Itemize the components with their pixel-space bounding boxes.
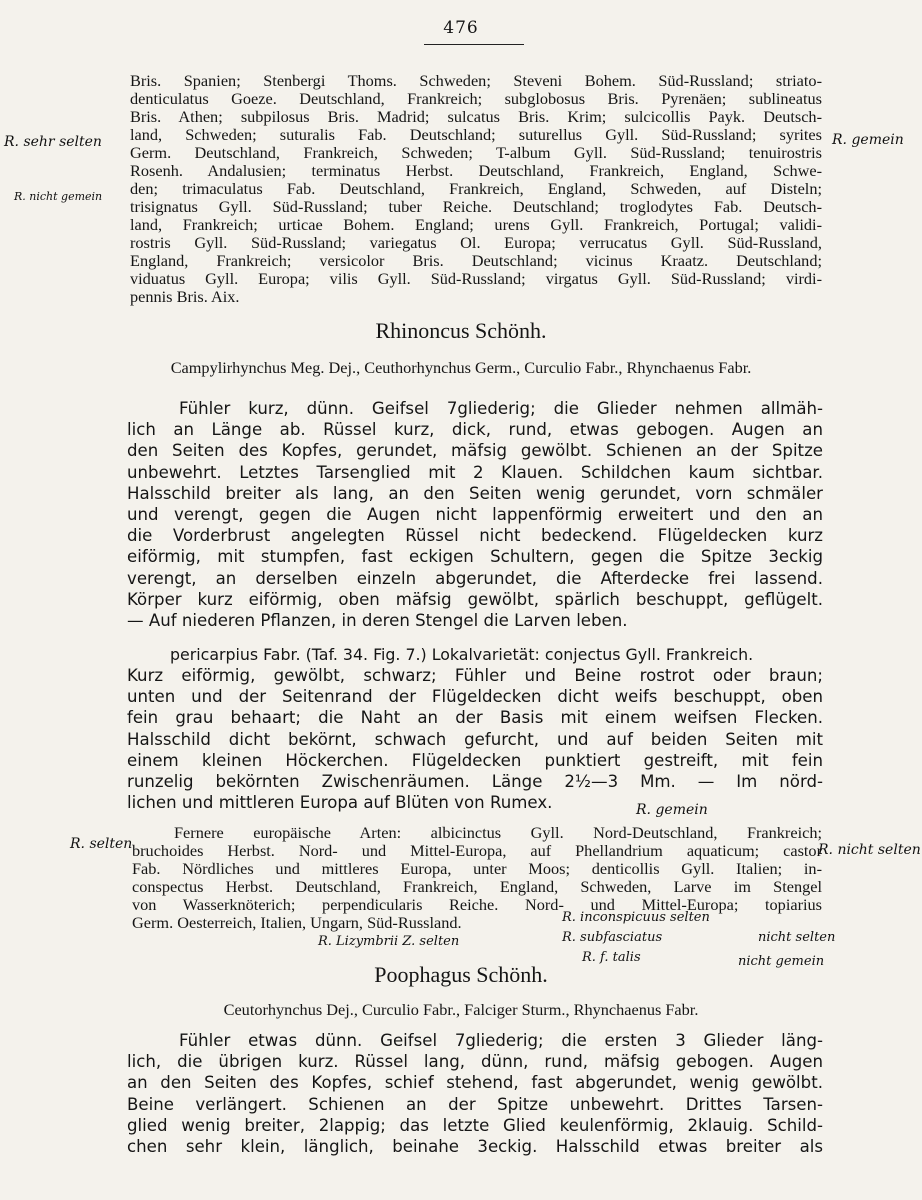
handwritten-note: R. sehr selten [4, 134, 102, 150]
description-line: Fühler kurz, dünn. Geifsel 7gliederig; die Glieder nehmen allmäh- [179, 399, 823, 418]
handwritten-note: R. gemein [832, 132, 904, 148]
catalog-line: von Wasserknöterich; perpendicularis Reiche. Nord- und Mittel-Europa; topiarius [132, 895, 822, 914]
description-line: Halsschild breiter als lang, an den Seiten wenig gerundet, vorn schmäler [127, 483, 823, 503]
catalog-line: denticulatus Goeze. Deutschland, Frankreich; subglobosus Bris. Pyrenäen; sublineatus [130, 89, 822, 108]
catalog-block [130, 72, 822, 306]
catalog-line: Bris. Athen; subpilosus Bris. Madrid; sulcatus Bris. Krim; sulcicollis Payk. Deutsch- [130, 107, 822, 126]
page-number: 476 [443, 18, 479, 38]
handwritten-note: R. nicht selten [818, 842, 921, 858]
species-description-pericarpius [127, 665, 823, 813]
description-line: und verengt, gegen die Augen nicht lappenförmig erweitert und den an [127, 505, 823, 525]
section-synonyms-poophagus: Ceutorhynchus Dej., Curculio Fabr., Falciger Sturm., Rhynchaenus Fabr. [223, 1000, 699, 1019]
section-synonyms-rhinoncus: Campylirhynchus Meg. Dej., Ceuthorhynchus Germ., Curculio Fabr., Rhynchaenus Fabr. [170, 358, 752, 377]
handwritten-note: nicht selten [758, 930, 836, 945]
catalog-line: trisignatus Gyll. Süd-Russland; tuber Reiche. Deutschland; troglodytes Fab. Deutsch- [130, 197, 822, 216]
catalog-line: pennis Bris. Aix. [130, 287, 240, 306]
description-line: unbewehrt. Letztes Tarsenglied mit 2 Klauen. Schildchen kaum sichtbar. [127, 462, 823, 482]
header-rule [424, 44, 524, 45]
description-line: fein grau behaart; die Naht an der Basis mit einem weifsen Flecken. [127, 708, 823, 728]
catalog-line: Germ. Oesterreich, Italien, Ungarn, Süd-Russland. [132, 913, 462, 932]
handwritten-note: R. nicht gemein [14, 190, 103, 203]
catalog-line: Bris. Spanien; Stenbergi Thoms. Schweden; Steveni Bohem. Süd-Russland; striato- [130, 71, 822, 90]
handwritten-note: R. inconspicuus selten [562, 910, 710, 925]
description-line: runzelig bekörnten Zwischenräumen. Länge 2½—3 Mm. — Im nörd- [127, 772, 823, 792]
catalog-line: den; trimaculatus Fab. Deutschland, Frankreich, England, Schweden, auf Disteln; [130, 179, 822, 198]
description-line: verengt, an derselben einzeln abgerundet, die Afterdecke frei lassend. [127, 568, 823, 588]
description-line: Körper kurz eiförmig, oben mäfsig gewölbt, spärlich beschuppt, geflügelt. [127, 589, 823, 609]
catalog-line: Rosenh. Andalusien; terminatus Herbst. Deutschland, Frankreich, England, Schwe- [130, 161, 822, 180]
description-line: den Seiten des Kopfes, gerundet, mäfsig gewölbt. Schienen an der Spitze [127, 441, 823, 461]
section-title-rhinoncus: Rhinoncus Schönh. [375, 318, 547, 343]
species-heading-pericarpius: pericarpius Fabr. (Taf. 34. Fig. 7.) Lokalvarietät: conjectus Gyll. Frankreich. [170, 645, 754, 664]
handwritten-note: R. selten [70, 836, 133, 852]
description-line: — Auf niederen Pflanzen, in deren Stengel die Larven leben. [127, 611, 628, 631]
description-line: an den Seiten des Kopfes, schief stehend, fast abgerundet, wenig gewölbt. [127, 1073, 823, 1093]
description-line: lichen und mittleren Europa auf Blüten von Rumex. [127, 793, 553, 813]
handwritten-note: R. f. talis [582, 950, 641, 965]
description-line: eiförmig, mit stumpfen, fast eckigen Schultern, gegen die Spitze 3eckig [127, 547, 823, 567]
catalog-line: Fernere europäische Arten: albicinctus Gyll. Nord-Deutschland, Frankreich; [174, 823, 822, 842]
catalog-line: land, Frankreich; urticae Bohem. England; urens Gyll. Frankreich, Portugal; validi- [130, 215, 822, 234]
catalog-line: England, Frankreich; versicolor Bris. Deutschland; vicinus Kraatz. Deutschland; [130, 251, 822, 270]
catalog-line: conspectus Herbst. Deutschland, Frankreich, England, Schweden, Larve im Stengel [132, 877, 822, 896]
handwritten-note: R. gemein [636, 802, 708, 818]
description-line: lich an Länge ab. Rüssel kurz, dick, rund, etwas gebogen. Augen an [127, 420, 823, 440]
handwritten-note: nicht gemein [738, 954, 825, 969]
description-line: unten und der Seitenrand der Flügeldecken dicht weifs beschuppt, oben [127, 687, 823, 707]
catalog-line: land, Schweden; suturalis Fab. Deutschland; suturellus Gyll. Süd-Russland; syrites [130, 125, 822, 144]
catalog-line: rostris Gyll. Süd-Russland; variegatus Ol. Europa; verrucatus Gyll. Süd-Russland, [130, 233, 822, 252]
description-line: Halsschild dicht bekörnt, schwach gefurcht, und auf beiden Seiten mit [127, 729, 823, 749]
section-title-poophagus: Poophagus Schönh. [374, 962, 548, 987]
description-line: chen sehr klein, länglich, beinahe 3eckig. Halsschild etwas breiter als [127, 1137, 823, 1157]
description-line: einem kleinen Höckerchen. Flügeldecken punktiert gestreift, mit fein [127, 750, 823, 770]
description-line: Beine verlängert. Schienen an der Spitze unbewehrt. Drittes Tarsen- [127, 1094, 823, 1114]
handwritten-note: R. Lizymbrii Z. selten [318, 934, 460, 949]
catalog-line: Fab. Nördliches und mittleres Europa, unter Moos; denticollis Gyll. Italien; in- [132, 859, 822, 878]
description-rhinoncus [127, 398, 823, 631]
handwritten-note: R. subfasciatus [562, 930, 663, 945]
catalog-line: viduatus Gyll. Europa; vilis Gyll. Süd-Russland; virgatus Gyll. Süd-Russland; virdi- [130, 269, 822, 288]
description-poophagus [127, 1030, 823, 1157]
description-line: die Vorderbrust angelegten Rüssel nicht bedeckend. Flügeldecken kurz [127, 526, 823, 546]
other-species-rhinoncus [132, 824, 822, 932]
description-line: Fühler etwas dünn. Geifsel 7gliederig; die ersten 3 Glieder läng- [179, 1031, 823, 1050]
description-line: glied wenig breiter, 2lappig; das letzte Glied keulenförmig, 2klauig. Schild- [127, 1115, 823, 1135]
description-line: Kurz eiförmig, gewölbt, schwarz; Fühler und Beine rostrot oder braun; [127, 666, 823, 685]
description-line: lich, die übrigen kurz. Rüssel lang, dünn, rund, mäfsig gebogen. Augen [127, 1052, 823, 1072]
catalog-line: Germ. Deutschland, Frankreich, Schweden; T-album Gyll. Süd-Russland; tenuirostris [130, 143, 822, 162]
catalog-line: bruchoides Herbst. Nord- und Mittel-Europa, auf Phellandrium aquaticum; castor [132, 841, 822, 860]
